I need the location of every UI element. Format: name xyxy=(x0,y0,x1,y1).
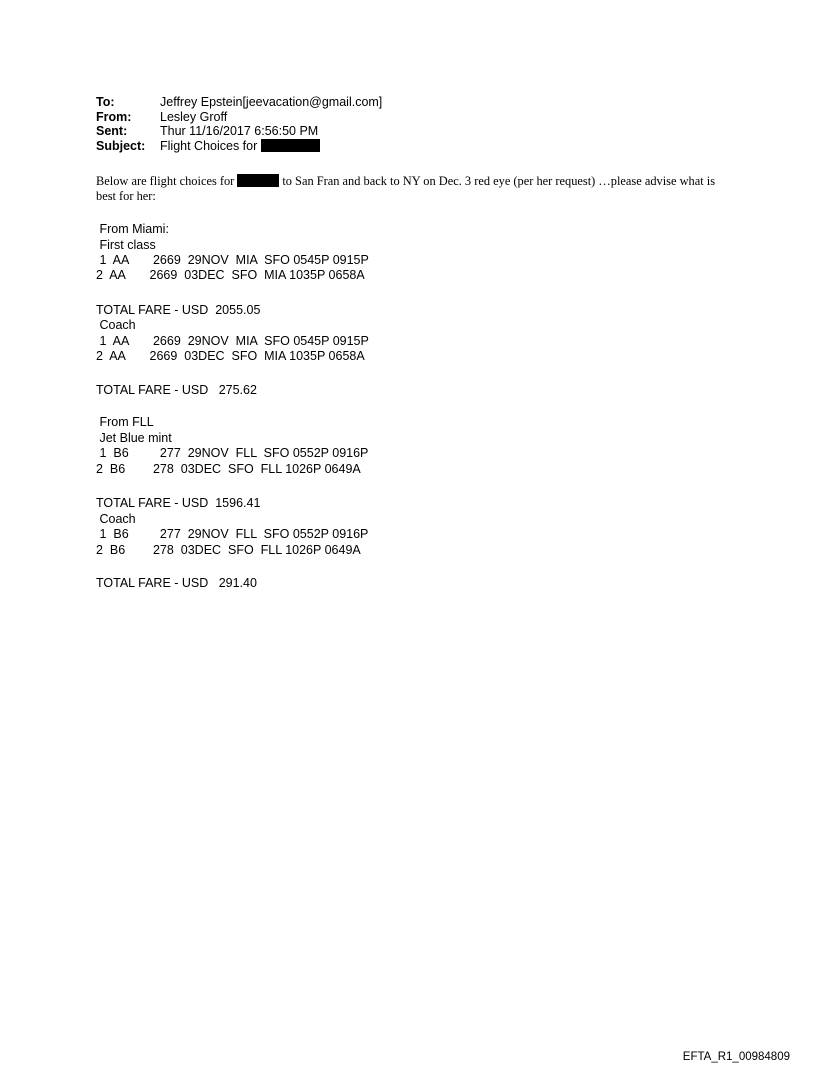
from-row xyxy=(96,110,382,125)
sent-label: Sent: xyxy=(96,124,128,138)
flight-segment-line: 2 B6 278 03DEC SFO FLL 1026P 0649A xyxy=(96,462,361,476)
section-heading-fll: From FLL xyxy=(96,415,154,429)
flight-segment-line: 1 B6 277 29NOV FLL SFO 0552P 0916P xyxy=(96,446,369,460)
subject-label: Subject: xyxy=(96,138,146,153)
flight-segment-line: 2 AA 2669 03DEC SFO MIA 1035P 0658A xyxy=(96,268,365,282)
fare-class-label: First class xyxy=(96,238,156,252)
flight-segment-line: 1 AA 2669 29NOV MIA SFO 0545P 0915P xyxy=(96,253,369,267)
flight-segment-line: 1 AA 2669 29NOV MIA SFO 0545P 0915P xyxy=(96,334,369,348)
section-heading-miami: From Miami: xyxy=(96,222,169,236)
subject-row xyxy=(96,139,382,154)
total-fare-line: TOTAL FARE - USD 275.62 xyxy=(96,383,257,397)
flight-segment-line: 2 B6 278 03DEC SFO FLL 1026P 0649A xyxy=(96,543,361,557)
fare-class-label: Jet Blue mint xyxy=(96,431,172,445)
total-fare-line: TOTAL FARE - USD 291.40 xyxy=(96,576,257,590)
from-label: From: xyxy=(96,109,132,124)
redaction-box xyxy=(237,174,279,187)
subject-value: Flight Choices for xyxy=(160,138,258,153)
total-fare-line: TOTAL FARE - USD 2055.05 xyxy=(96,303,261,317)
fare-class-label: Coach xyxy=(96,318,136,332)
intro-text-part1: Below are flight choices for xyxy=(96,174,235,188)
flight-segment-line: 1 B6 277 29NOV FLL SFO 0552P 0916P xyxy=(96,527,369,541)
email-header xyxy=(96,95,382,153)
redaction-box xyxy=(261,139,320,152)
from-value: Lesley Groff xyxy=(160,109,228,124)
to-label: To: xyxy=(96,95,115,109)
sent-row xyxy=(96,124,382,139)
to-row xyxy=(96,95,382,110)
total-fare-line: TOTAL FARE - USD 1596.41 xyxy=(96,496,261,510)
document-id: EFTA_R1_00984809 xyxy=(682,1051,790,1063)
flight-segment-line: 2 AA 2669 03DEC SFO MIA 1035P 0658A xyxy=(96,349,365,363)
intro-paragraph xyxy=(96,174,726,204)
to-value: Jeffrey Epstein[jeevacation@gmail.com] xyxy=(160,95,383,109)
fare-class-label: Coach xyxy=(96,512,136,526)
sent-value: Thur 11/16/2017 6:56:50 PM xyxy=(160,124,319,138)
intro-text-part2: to San Fran and back to NY on Dec. 3 red eye (per her request) …please advise what is best for her: xyxy=(96,174,716,203)
